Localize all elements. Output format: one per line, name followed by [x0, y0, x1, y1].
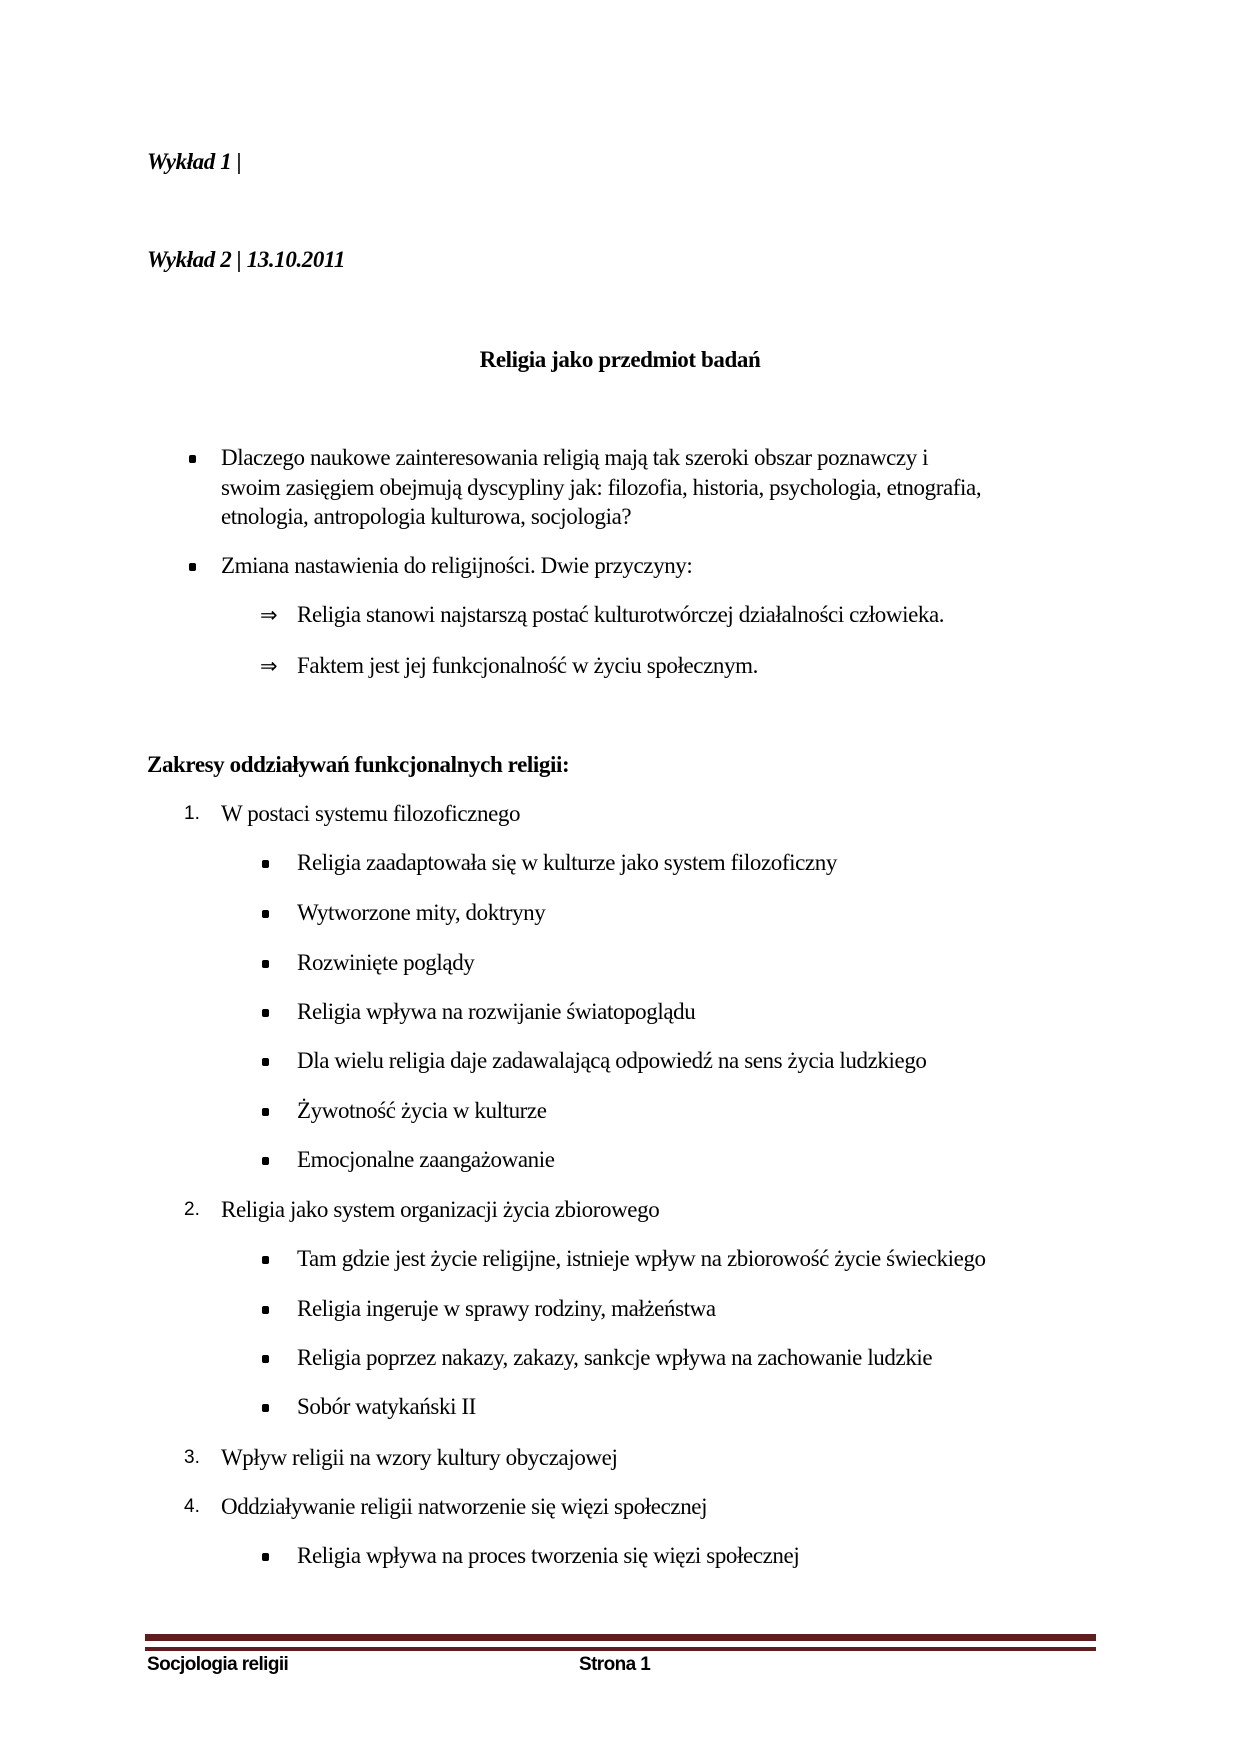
bullet-icon — [262, 1058, 269, 1066]
list-number: 4. — [184, 1496, 200, 1517]
sub-bullet-item: Rozwinięte poglądy — [297, 950, 475, 975]
section-heading: Zakresy oddziaływań funkcjonalnych religii: — [147, 752, 570, 777]
bullet-icon — [189, 455, 196, 463]
lecture-2-heading: Wykład 2 | 13.10.2011 — [147, 247, 345, 272]
sub-bullet-item: Sobór watykański II — [297, 1394, 476, 1419]
bullet-icon — [262, 1108, 269, 1116]
numbered-item: W postaci systemu filozoficznego — [221, 801, 521, 826]
sub-bullet-item: Wytworzone mity, doktryny — [297, 900, 546, 925]
bullet-icon — [262, 910, 269, 918]
sub-bullet-item: Tam gdzie jest życie religijne, istnieje wpływ na zbiorowość życie świeckiego — [297, 1246, 986, 1271]
intro-bullet-line: Zmiana nastawienia do religijności. Dwie przyczyny: — [221, 553, 693, 578]
sub-bullet-item: Emocjonalne zaangażowanie — [297, 1147, 555, 1172]
intro-bullet-line: etnologia, antropologia kulturowa, socjologia? — [221, 504, 632, 529]
double-arrow-icon: ⇒ — [260, 603, 278, 627]
sub-bullet-item: Religia wpływa na rozwijanie światopoglądu — [297, 999, 696, 1024]
double-arrow-icon: ⇒ — [260, 654, 278, 678]
bullet-icon — [262, 1355, 269, 1363]
bullet-icon — [262, 1157, 269, 1165]
intro-bullet-line: swoim zasięgiem obejmują dyscypliny jak: filozofia, historia, psychologia, etnografia, — [221, 475, 982, 500]
sub-bullet-item: Religia wpływa na proces tworzenia się więzi społecznej — [297, 1543, 800, 1568]
sub-bullet-item: Religia ingeruje w sprawy rodziny, małżeństwa — [297, 1296, 716, 1321]
bullet-icon — [262, 1553, 269, 1561]
numbered-item: Wpływ religii na wzory kultury obyczajowej — [221, 1445, 618, 1470]
reason-item: Faktem jest jej funkcjonalność w życiu społecznym. — [297, 653, 758, 678]
lecture-1-heading: Wykład 1 | — [147, 149, 242, 174]
numbered-item: Religia jako system organizacji życia zbiorowego — [221, 1197, 660, 1222]
bullet-icon — [262, 1404, 269, 1412]
footer-rule-thick — [145, 1634, 1096, 1641]
reason-item: Religia stanowi najstarszą postać kulturotwórczej działalności człowieka. — [297, 602, 945, 627]
bullet-icon — [262, 960, 269, 968]
bullet-icon — [262, 1306, 269, 1314]
sub-bullet-item: Żywotność życia w kulturze — [297, 1098, 547, 1123]
list-number: 1. — [184, 803, 200, 824]
list-number: 3. — [184, 1447, 200, 1468]
intro-bullet-line: Dlaczego naukowe zainteresowania religią mają tak szeroki obszar poznawczy i — [221, 445, 929, 470]
footer-rule-thin — [145, 1647, 1096, 1651]
sub-bullet-item: Religia poprzez nakazy, zakazy, sankcje wpływa na zachowanie ludzkie — [297, 1345, 933, 1370]
bullet-icon — [262, 1009, 269, 1017]
bullet-icon — [262, 860, 269, 868]
sub-bullet-item: Dla wielu religia daje zadawalającą odpowiedź na sens życia ludzkiego — [297, 1048, 927, 1073]
numbered-item: Oddziaływanie religii natworzenie się więzi społecznej — [221, 1494, 708, 1519]
footer-title: Socjologia religii — [147, 1654, 289, 1675]
page-title: Religia jako przedmiot badań — [479, 347, 761, 372]
bullet-icon — [189, 563, 196, 571]
list-number: 2. — [184, 1199, 200, 1220]
page-number: Strona 1 — [579, 1654, 651, 1675]
bullet-icon — [262, 1256, 269, 1264]
sub-bullet-item: Religia zaadaptowała się w kulturze jako system filozoficzny — [297, 850, 837, 875]
